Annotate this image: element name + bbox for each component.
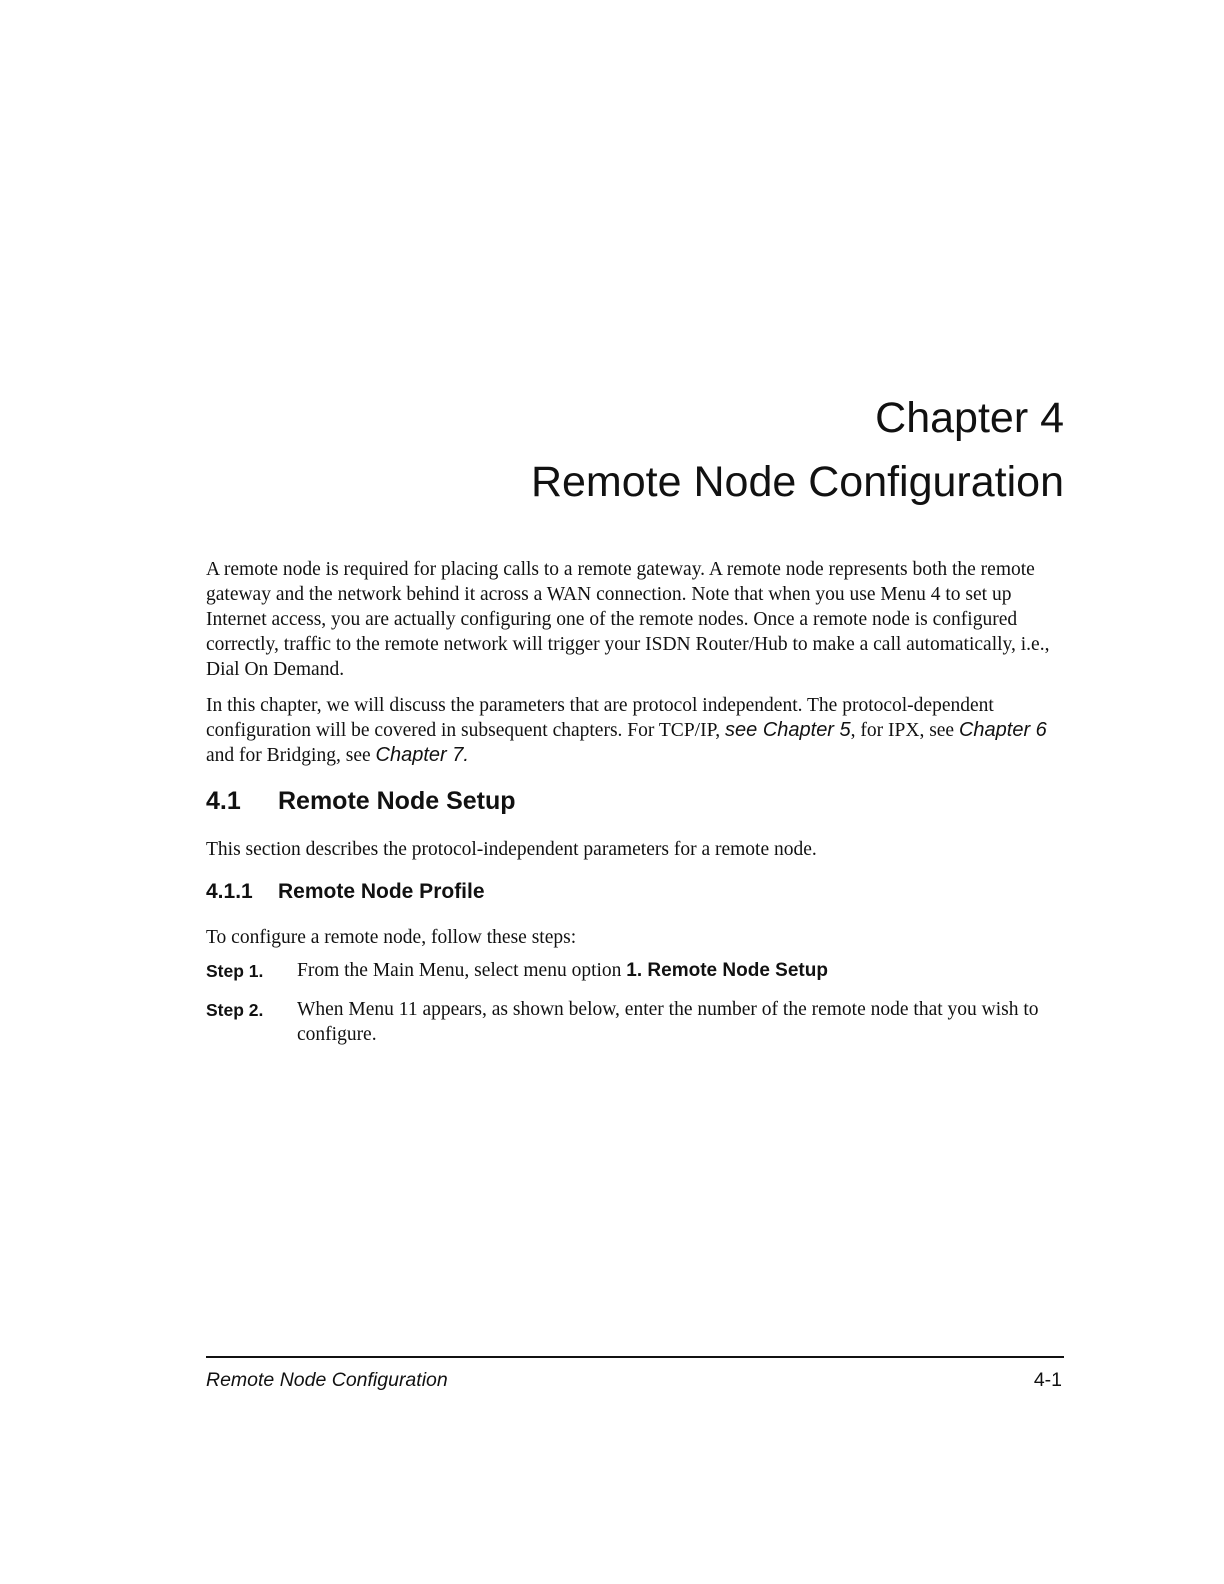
overview-text-3: and for Bridging, see — [206, 745, 376, 766]
step-text: When Menu 11 appears, as shown below, enter the number of the remote node that you wish to configure. — [297, 999, 1039, 1045]
chapter-title: Remote Node Configuration — [530, 458, 1064, 506]
step-text — [297, 958, 1067, 983]
footer-title: Remote Node Configuration — [206, 1369, 448, 1391]
subsection-intro: To configure a remote node, follow these steps: — [206, 927, 577, 948]
chapter-number: Chapter 4 — [875, 394, 1064, 442]
menu-option-reference: 1. Remote Node Setup — [626, 960, 828, 981]
chapter-6-reference: Chapter 6 — [958, 719, 1047, 741]
section-heading — [206, 785, 516, 817]
section-title: Remote Node Setup — [278, 787, 516, 815]
chapter-5-reference: see Chapter 5 — [725, 719, 851, 741]
step-label: Step 2. — [206, 1000, 264, 1020]
step-1-text: From the Main Menu, select menu option — [297, 960, 627, 981]
page-number: 4-1 — [1033, 1369, 1062, 1391]
chapter-7-reference: Chapter 7. — [375, 744, 469, 766]
subsection-title: Remote Node Profile — [278, 880, 485, 903]
section-description: This section describes the protocol-independent parameters for a remote node. — [206, 839, 817, 860]
overview-text-1: In this chapter, we will discuss the parameters that are protocol independent. The protocol-dependent configuration will be covered in subsequent chapters. For TCP/IP, — [206, 695, 994, 741]
chapter-overview-paragraph — [206, 693, 1066, 768]
subsection-number: 4.1.1 — [206, 880, 253, 903]
subsection-heading — [206, 878, 485, 906]
overview-text-2: , for IPX, see — [850, 720, 959, 741]
intro-paragraph: A remote node is required for placing calls to a remote gateway. A remote node represents both the remote gateway and the network behind it across a WAN connection. Note that when you use Menu 4 to set up Internet access, you are actually configuring one of the remote nodes. Once a remote node is configured correctly, traffic to the remote network will trigger your ISDN Router/Hub to make a call automatically, i.e., Dial On Demand. — [206, 559, 1050, 680]
step-label: Step 1. — [206, 961, 264, 981]
section-number: 4.1 — [206, 787, 241, 815]
footer-divider — [206, 1356, 1064, 1358]
